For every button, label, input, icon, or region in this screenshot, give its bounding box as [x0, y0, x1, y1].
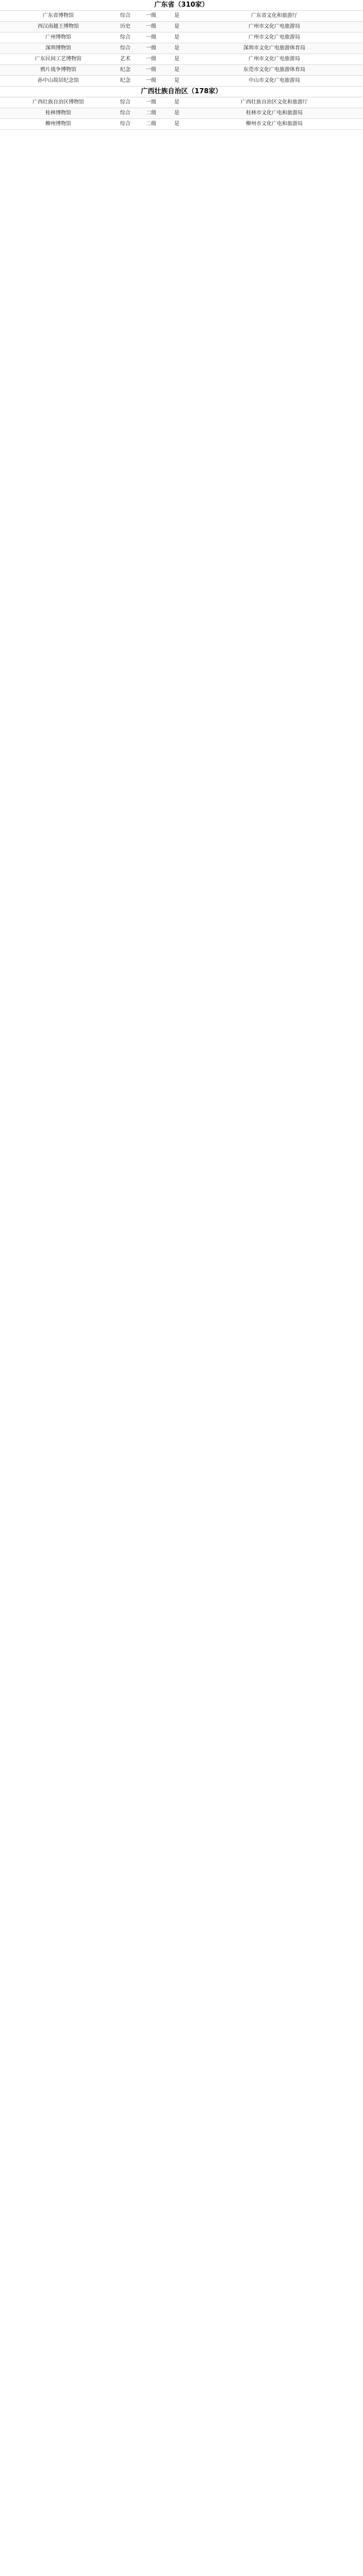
museum-level: 一级 — [146, 24, 156, 29]
free-open-flag: 是 — [174, 99, 179, 105]
museum-name: 广西壮族自治区博物馆 — [32, 99, 84, 105]
museum-level: 二级 — [146, 121, 156, 127]
free-open-flag: 是 — [174, 35, 179, 40]
museum-category: 综合 — [120, 45, 130, 51]
section-rows — [0, 11, 363, 87]
section-title: 广西壮族自治区（178家） — [0, 87, 363, 97]
table-row — [0, 97, 363, 108]
museum-name: 西汉南越王博物馆 — [38, 24, 79, 29]
museum-category: 综合 — [120, 121, 130, 127]
museum-category: 综合 — [120, 13, 130, 19]
museum-name: 桂林博物馆 — [45, 110, 71, 116]
museum-name: 孙中山故居纪念馆 — [38, 78, 79, 83]
museum-category: 纪念 — [120, 78, 130, 83]
museum-category: 综合 — [120, 99, 130, 105]
operator-name: 广州市文化广电旅游局 — [249, 56, 300, 62]
museum-name: 广东省博物馆 — [43, 13, 74, 19]
free-open-flag: 是 — [174, 78, 179, 83]
museum-category: 历史 — [120, 24, 130, 29]
museum-level: 一级 — [146, 45, 156, 51]
section-rows — [0, 97, 363, 130]
operator-name: 广州市文化广电旅游局 — [249, 24, 300, 29]
operator-name: 中山市文化广电旅游局 — [249, 78, 300, 83]
museum-level: 一级 — [146, 78, 156, 83]
free-open-flag: 是 — [174, 13, 179, 19]
museum-level: 一级 — [146, 13, 156, 19]
operator-name: 广东省文化和旅游厅 — [251, 13, 298, 19]
museum-name: 广州博物馆 — [45, 35, 71, 40]
table-row — [0, 43, 363, 54]
museum-level: 一级 — [146, 99, 156, 105]
museum-category: 综合 — [120, 110, 130, 116]
operator-name: 广西壮族自治区文化和旅游厅 — [241, 99, 308, 105]
free-open-flag: 是 — [174, 67, 179, 73]
museum-level: 一级 — [146, 67, 156, 73]
operator-name: 深圳市文化广电旅游体育局 — [243, 45, 305, 51]
museum-category: 艺术 — [120, 56, 130, 62]
table-row — [0, 11, 363, 22]
table-row — [0, 54, 363, 65]
museum-category: 综合 — [120, 35, 130, 40]
free-open-flag: 是 — [174, 110, 179, 116]
table-row — [0, 65, 363, 76]
free-open-flag: 是 — [174, 121, 179, 127]
museum-name: 深圳博物馆 — [45, 45, 71, 51]
section-title: 广东省（310家） — [0, 0, 363, 11]
museum-level: 一级 — [146, 35, 156, 40]
operator-name: 桂林市文化广电和旅游局 — [246, 110, 303, 116]
museum-name: 柳州博物馆 — [45, 121, 71, 127]
free-open-flag: 是 — [174, 24, 179, 29]
free-open-flag: 是 — [174, 56, 179, 62]
operator-name: 广州市文化广电旅游局 — [249, 35, 300, 40]
museum-name: 鸦片战争博物馆 — [40, 67, 76, 73]
operator-name: 东莞市文化广电旅游体育局 — [243, 67, 305, 73]
table-row — [0, 22, 363, 32]
table-row — [0, 76, 363, 87]
museum-level: 一级 — [146, 56, 156, 62]
table-row — [0, 119, 363, 130]
free-open-flag: 是 — [174, 45, 179, 51]
operator-name: 柳州市文化广电和旅游局 — [246, 121, 303, 127]
museum-category: 纪念 — [120, 67, 130, 73]
table-row — [0, 32, 363, 43]
museum-level: 二级 — [146, 110, 156, 116]
table-row — [0, 108, 363, 119]
museum-name: 广东民间工艺博物馆 — [35, 56, 81, 62]
